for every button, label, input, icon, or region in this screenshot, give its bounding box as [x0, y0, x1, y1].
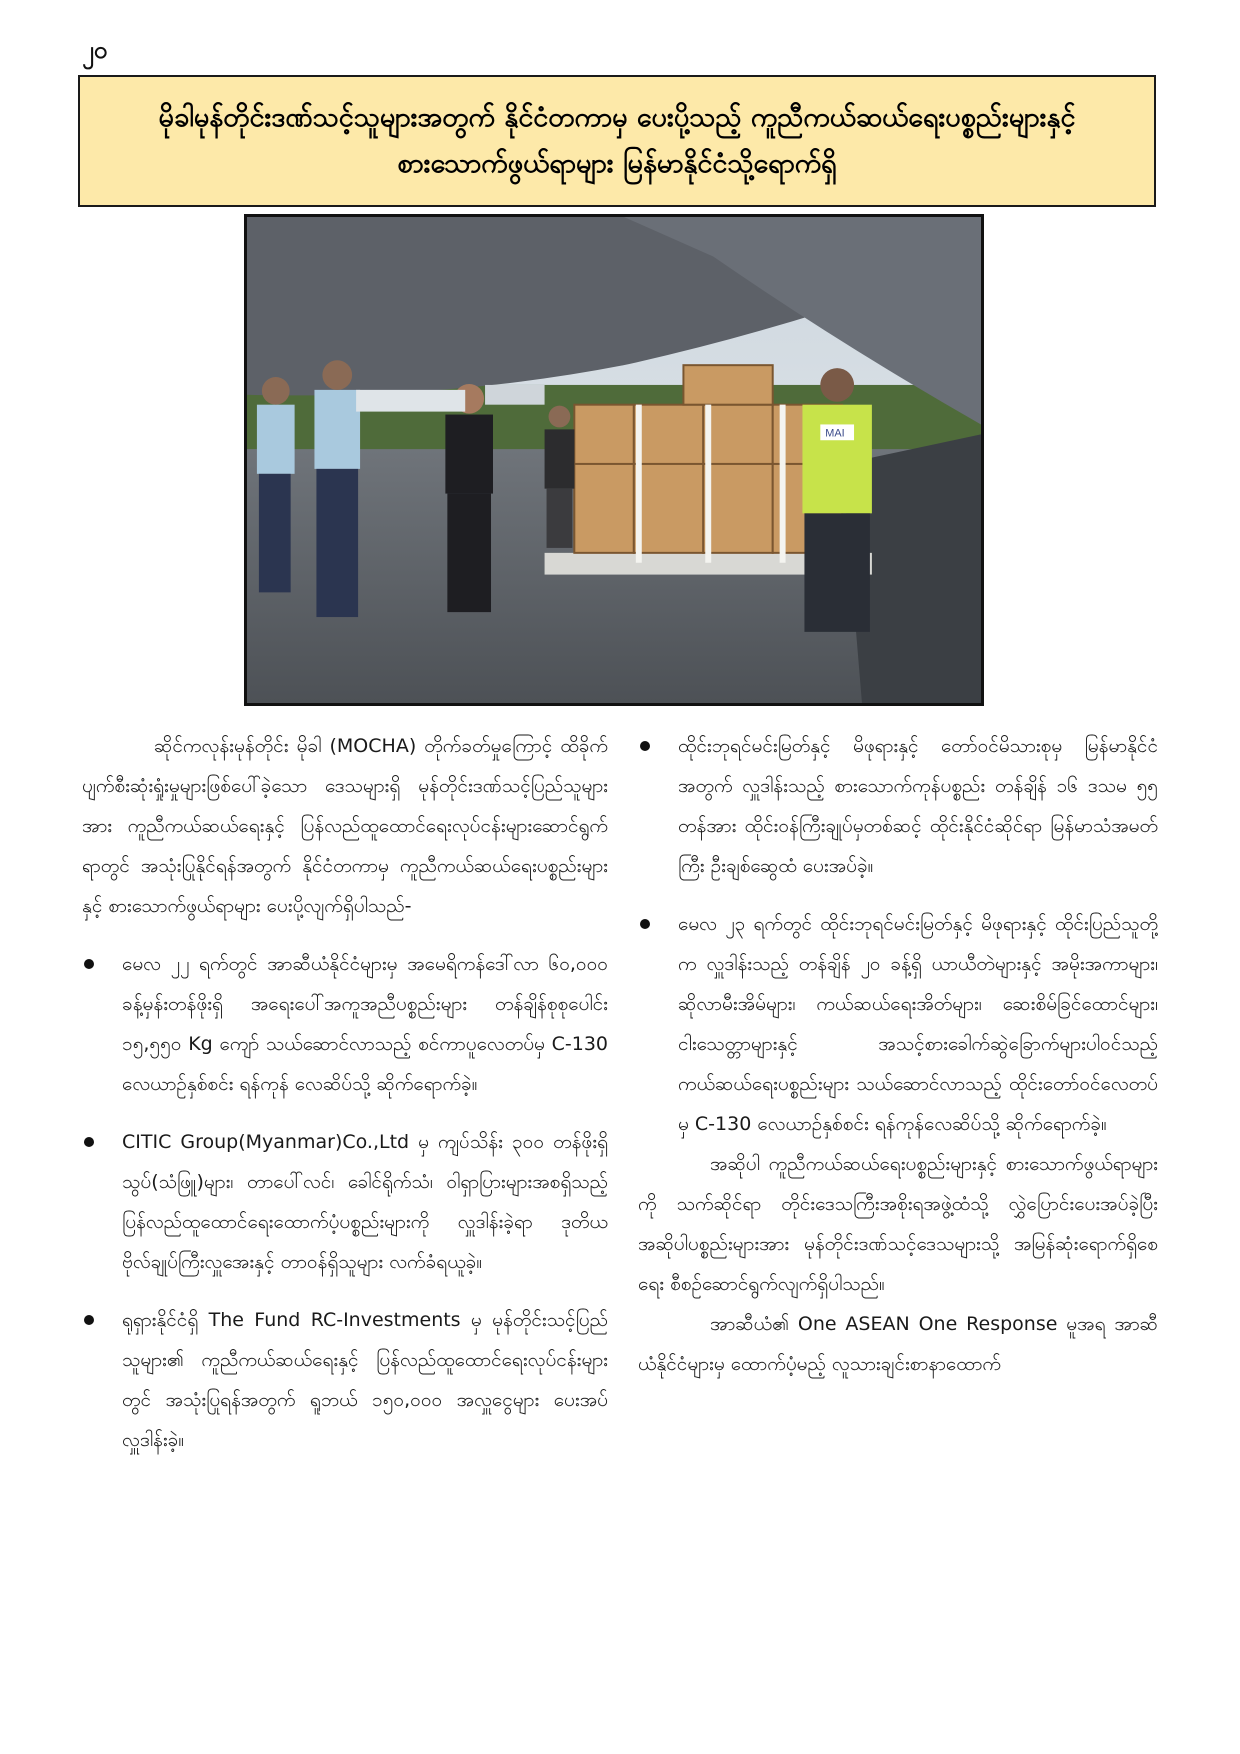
list-item [638, 904, 1158, 1144]
page-number: ၂၀ [82, 36, 108, 64]
bullet-text: မေလ ၂၃ ရက်တွင် ထိုင်းဘုရင်မင်းမြတ်နှင့် မိဖုရားနှင့် ထိုင်းပြည်သူတို့က လှူဒါန်းသည့် တန်ချိန် ၂၀ ခန့်ရှိ ယာယီတဲများနှင့် အမိုးအကာများ၊ ဆိုလာမီးအိမ်များ၊ ကယ်ဆယ်ရေးအိတ်များ၊ ဆေးစိမ်ခြင်ထောင်များ၊ ငါးသေတ္တာများနှင့် အသင့်စားခေါက်ဆွဲခြောက်များပါဝင်သည့် ကယ်ဆယ်ရေးပစ္စည်းများ သယ်ဆောင်လာသည့် ထိုင်းတော်ဝင်လေတပ်မှ C-130 လေယာဉ်နှစ်စင်း ရန်ကုန်လေဆိပ်သို့ ဆိုက်ရောက်ခဲ့။ [678, 913, 1158, 1135]
bullet-icon [84, 1315, 94, 1325]
bullet-icon [640, 919, 650, 929]
bullet-icon [84, 1137, 94, 1147]
list-item [82, 944, 608, 1104]
bullet-text: ထိုင်းဘုရင်မင်းမြတ်နှင့် မိဖုရားနှင့် တော်ဝင်မိသားစုမှ မြန်မာနိုင်ငံအတွက် လှူဒါန်းသည့် စားသောက်ကုန်ပစ္စည်း တန်ချိန် ၁၆ ဒသမ ၅၅ တန်အား ထိုင်းဝန်ကြီးချုပ်မှတစ်ဆင့် ထိုင်းနိုင်ငံဆိုင်ရာ မြန်မာသံအမတ်ကြီး ဦးချစ်ဆွေထံ ပေးအပ်ခဲ့။ [678, 735, 1158, 877]
bullet-text: CITIC Group(Myanmar)Co.,Ltd မှ ကျပ်သိန်း ၃၀၀ တန်ဖိုးရှိ သွပ်(သံဖြူ)များ၊ တာပေါ်လင်၊ ခေါင်ရိုက်သံ၊ ဝါရှာပြားများအစရှိသည့် ပြန်လည်ထူထောင်ရေးထောက်ပံ့ပစ္စည်းများကို လှူဒါန်းခဲ့ရာ ဒုတိယဗိုလ်ချုပ်ကြီးလှူအေးနှင့် တာဝန်ရှိသူများ လက်ခံရယူခဲ့။ [122, 1131, 608, 1273]
bullet-icon [84, 959, 94, 969]
intro-paragraph: ဆိုင်ကလုန်းမုန်တိုင်း မိုခါ (MOCHA) တိုက်ခတ်မှုကြောင့် ထိခိုက်ပျက်စီးဆုံးရှုံးမှုများဖြစ်ပေါ်ခဲ့သော ဒေသများရှိ မုန်တိုင်းဒဏ်သင့်ပြည်သူများအား ကူညီကယ်ဆယ်ရေးနှင့် ပြန်လည်ထူထောင်ရေးလုပ်ငန်းများဆောင်ရွက်ရာတွင် အသုံးပြုနိုင်ရန်အတွက် နိုင်ငံတကာမှ ကူညီကယ်ဆယ်ရေးပစ္စည်းများနှင့် စားသောက်ဖွယ်ရာများ ပေးပို့လျက်ရှိပါသည်- [82, 735, 608, 917]
news-photo [244, 214, 984, 706]
headline-box [78, 75, 1156, 207]
bullet-icon [640, 741, 650, 751]
right-column [638, 726, 1158, 1384]
vest-logo: MAI [825, 427, 845, 440]
list-item [82, 1300, 608, 1460]
headline-line-2: စားသောက်ဖွယ်ရာများ မြန်မာနိုင်ငံသို့ရောက်ရှိ [397, 148, 837, 179]
closing-paragraph: အဆိုပါ ကူညီကယ်ဆယ်ရေးပစ္စည်းများနှင့် စားသောက်ဖွယ်ရာများကို သက်ဆိုင်ရာ တိုင်းဒေသကြီးအစိုးရအဖွဲ့ထံသို့ လွှဲပြောင်းပေးအပ်ခဲ့ပြီး အဆိုပါပစ္စည်းများအား မုန်တိုင်းဒဏ်သင့်ဒေသများသို့ အမြန်ဆုံးရောက်ရှိစေရေး စီစဉ်ဆောင်ရွက်လျက်ရှိပါသည်။ [638, 1153, 1158, 1295]
cargo-loading-photo [247, 217, 981, 703]
list-item [82, 1122, 608, 1282]
bullet-text: မေလ ၂၂ ရက်တွင် အာဆီယံနိုင်ငံများမှ အမေရိကန်ဒေါ်လာ ၆၀,၀၀၀ ခန့်မှန်းတန်ဖိုးရှိ အရေးပေါ်အကူအညီပစ္စည်းများ တန်ချိန်စုစုပေါင်း ၁၅,၅၅၀ Kg ကျော် သယ်ဆောင်လာသည့် စင်ကာပူလေတပ်မှ C-130 လေယာဉ်နှစ်စင်း ရန်ကုန် လေဆိပ်သို့ ဆိုက်ရောက်ခဲ့။ [122, 953, 608, 1095]
bullet-text: ရုရှားနိုင်ငံရှိ The Fund RC-Investments မှ မုန်တိုင်းသင့်ပြည်သူများ၏ ကူညီကယ်ဆယ်ရေးနှင့် ပြန်လည်ထူထောင်ရေးလုပ်ငန်းများတွင် အသုံးပြုရန်အတွက် ရူဘယ် ၁၅၀,၀၀၀ အလှူငွေများ ပေးအပ်လှူဒါန်းခဲ့။ [122, 1309, 608, 1451]
asean-paragraph: အာဆီယံ၏ One ASEAN One Response မူအရ အာဆီယံနိုင်ငံများမှ ထောက်ပံ့မည့် လူသားချင်းစာနာထောက် [638, 1313, 1158, 1375]
list-item [638, 726, 1158, 886]
left-column [82, 726, 608, 1460]
headline-line-1: မိုခါမုန်တိုင်းဒဏ်သင့်သူများအတွက် နိုင်ငံတကာမှ ပေးပို့သည့် ကူညီကယ်ဆယ်ရေးပစ္စည်းများနှင့် [158, 102, 1076, 133]
